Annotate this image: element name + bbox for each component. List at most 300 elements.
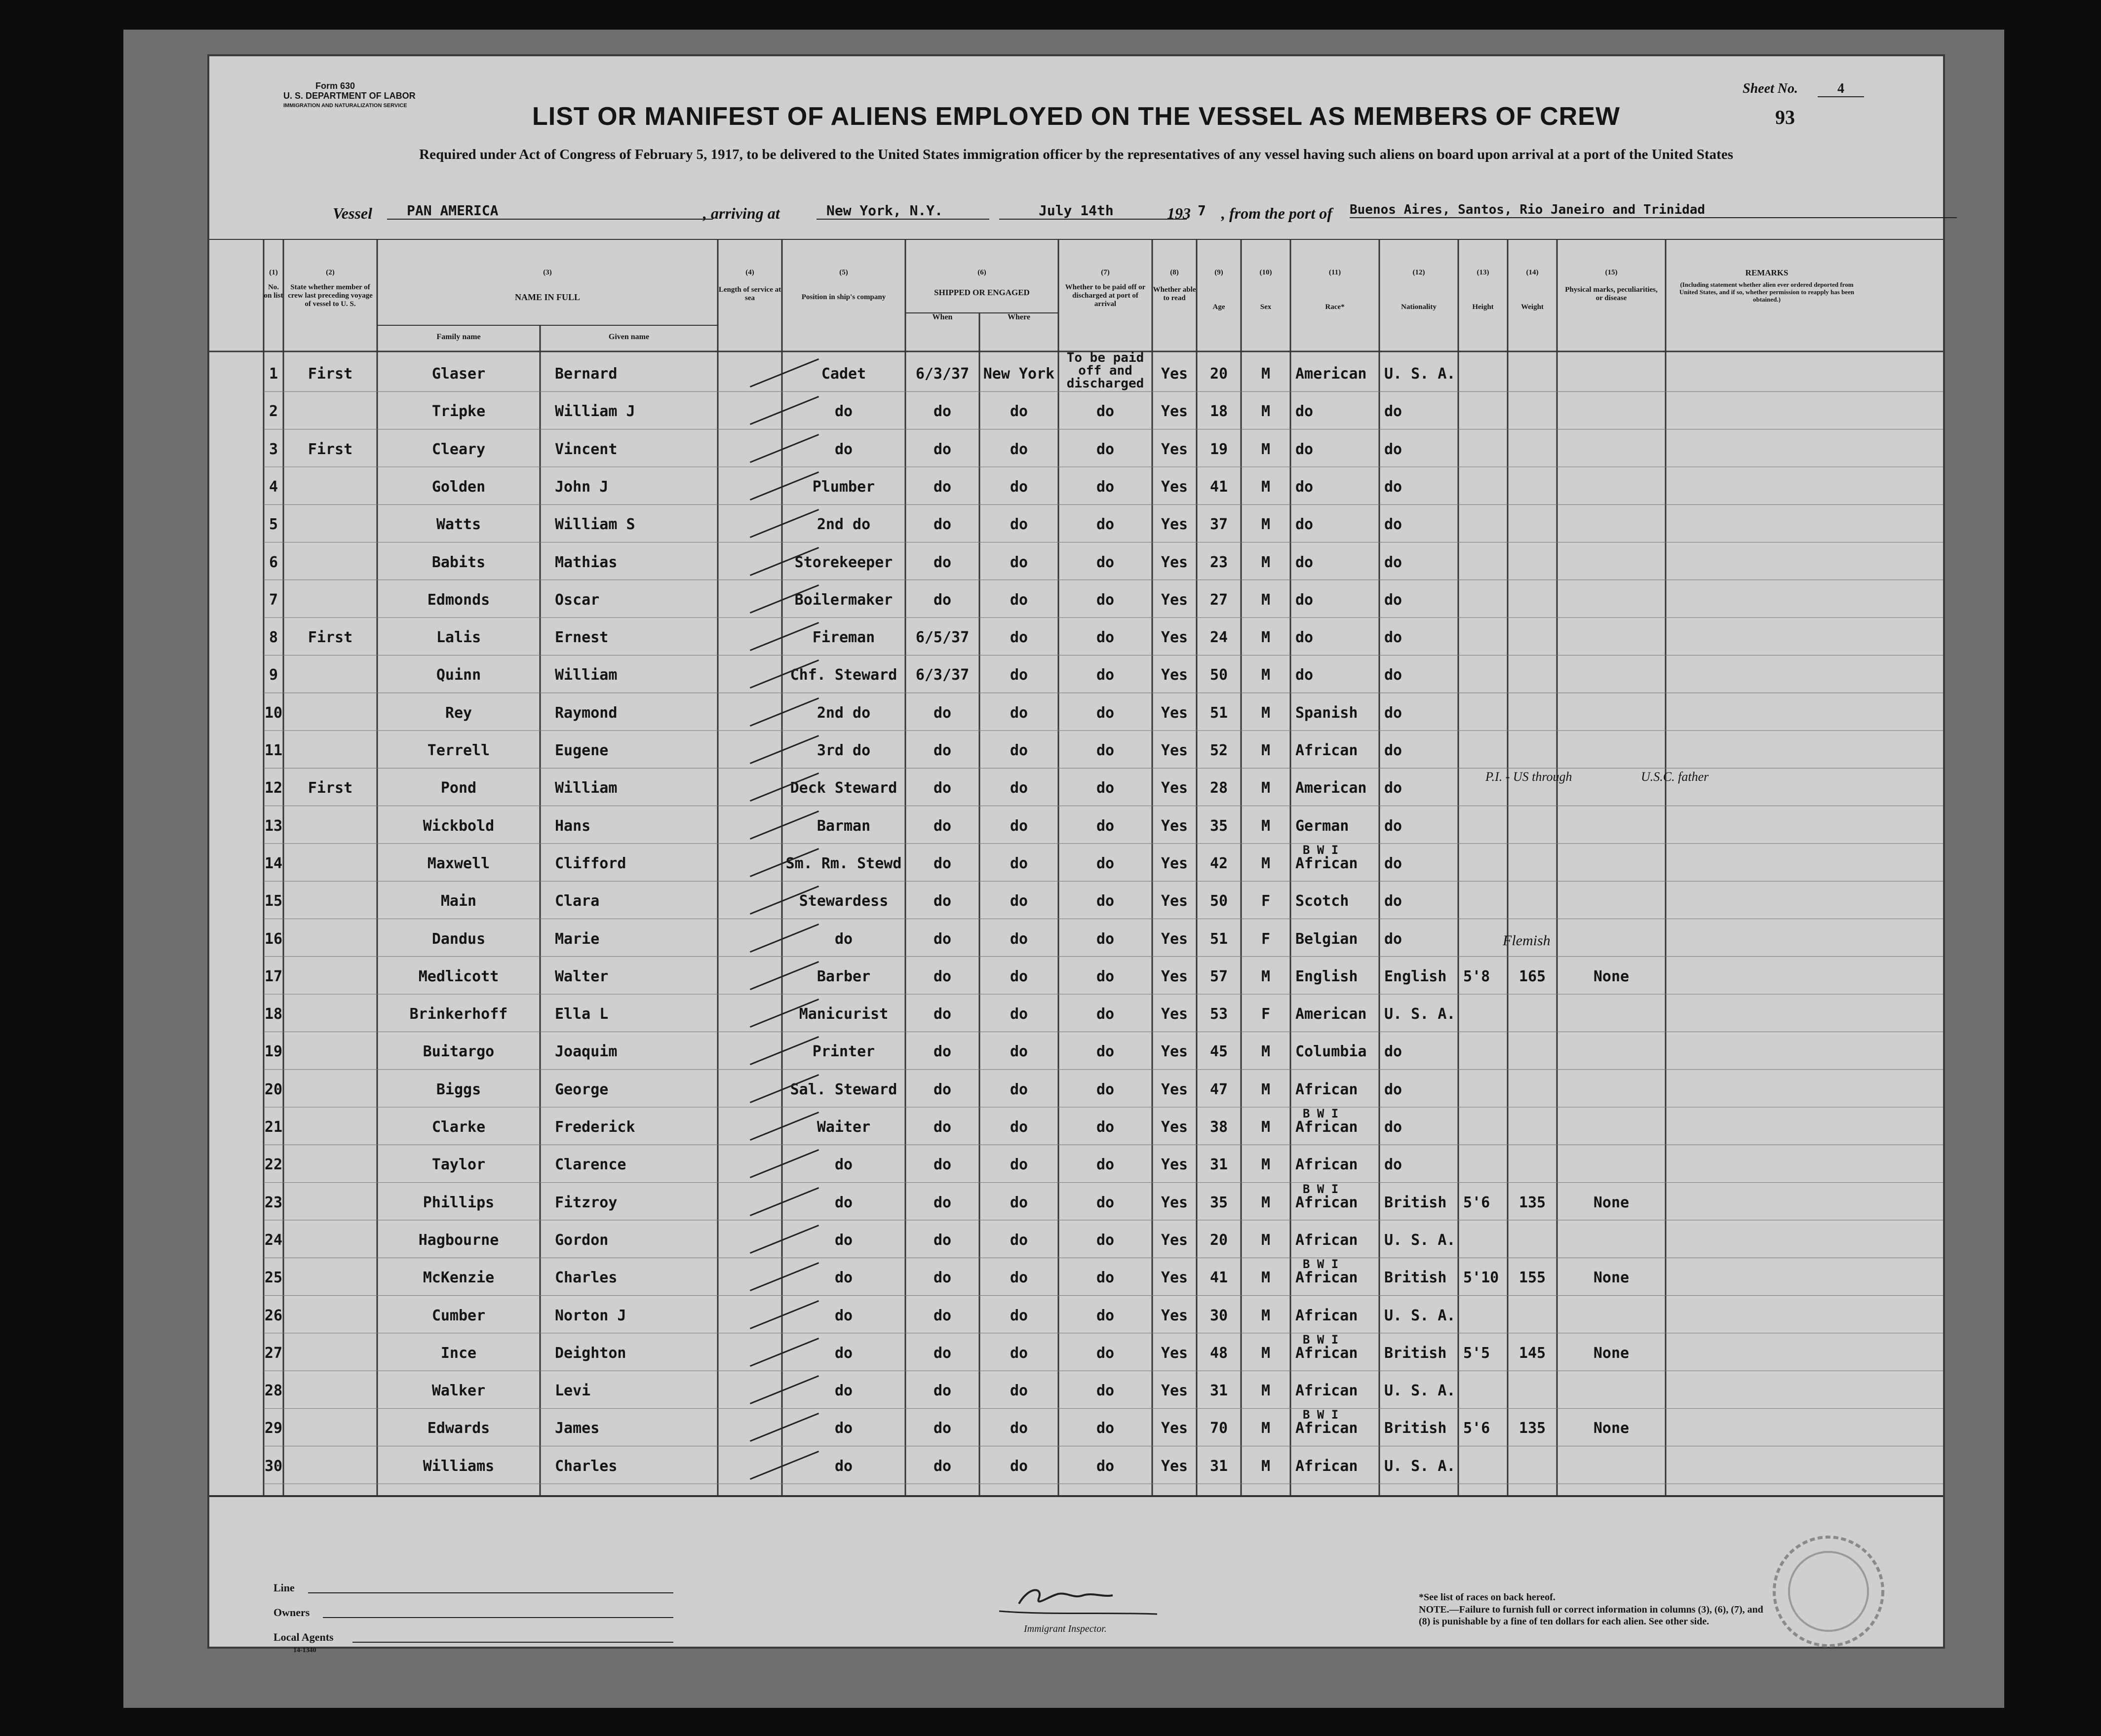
cell-age: 57 (1209, 967, 1228, 985)
cell-race: African (1295, 1156, 1358, 1174)
cell-read: Yes (1161, 478, 1188, 496)
cell-no: 10 (264, 704, 283, 722)
cell-read: Yes (1161, 1005, 1188, 1023)
cell-no: 27 (264, 1344, 283, 1362)
col12-number: (12) (1412, 269, 1425, 276)
col16-subheader: (Including statement whether alien ever ordered deported from United States, and if so, whether permission to reapply has been obtained.) (1679, 281, 1855, 303)
cell-pos: Plumber (812, 478, 875, 496)
cell-nat: do (1384, 440, 1402, 458)
cell-given: Bernard (555, 365, 618, 383)
col15-header: Physical marks, peculiarities, or disease (1565, 286, 1658, 302)
col16-header: REMARKS (1745, 268, 1789, 277)
cell-race: Columbia (1295, 1043, 1367, 1061)
cell-no: 14 (264, 854, 283, 872)
cell-race: do (1295, 553, 1314, 571)
cell-read: Yes (1161, 892, 1188, 910)
cell-given: Frederick (555, 1119, 635, 1136)
cell-where: do (1010, 779, 1028, 797)
cell-family: Babits (431, 553, 486, 571)
cell-given: Walter (555, 967, 609, 985)
cell-race: African (1295, 1231, 1358, 1249)
cell-where: do (1010, 1307, 1028, 1324)
cell-nat: do (1384, 854, 1402, 872)
page-title: LIST OR MANIFEST OF ALIENS EMPLOYED ON THE VESSEL AS MEMBERS OF CREW (532, 102, 1620, 131)
cell-read: Yes (1161, 1043, 1188, 1061)
col6-header: SHIPPED OR ENGAGED (934, 288, 1030, 297)
cell-paid: do (1096, 1119, 1115, 1136)
cell-sex: M (1261, 478, 1271, 496)
cell-sex: M (1261, 666, 1271, 684)
col10-header: Sex (1260, 303, 1272, 311)
cell-race: do (1295, 440, 1314, 458)
col11-number: (11) (1328, 269, 1341, 276)
cell-sex: M (1261, 1344, 1271, 1362)
cell-pos: do (834, 1420, 853, 1437)
cell-race: do (1295, 403, 1314, 421)
cell-given: Ella L (555, 1005, 609, 1023)
cell-nat: do (1384, 1119, 1402, 1136)
cell-where: do (1010, 478, 1028, 496)
cell-given: Ernest (555, 629, 609, 647)
cell-no: 3 (269, 440, 278, 458)
cell-given: George (555, 1080, 609, 1098)
cell-age: 31 (1209, 1382, 1228, 1400)
cell-pos: 3rd do (817, 742, 871, 759)
cell-when: do (933, 742, 952, 759)
cell-family: Dandus (431, 930, 486, 948)
cell-sex: F (1261, 930, 1271, 948)
cell-when: 6/3/37 (915, 365, 970, 383)
cell-race: Scotch (1295, 892, 1349, 910)
cell-no: 12 (264, 779, 283, 797)
cell-where: do (1010, 1420, 1028, 1437)
cell-read: Yes (1161, 440, 1188, 458)
cell-when: do (933, 930, 952, 948)
cell-pos: Deck Steward (790, 779, 897, 797)
cell-family: Williams (423, 1457, 495, 1475)
cell-read: Yes (1161, 779, 1188, 797)
cell-sex: M (1261, 854, 1271, 872)
cell-age: 41 (1209, 1269, 1228, 1287)
cell-age: 31 (1209, 1156, 1228, 1174)
col3-header: NAME IN FULL (514, 292, 580, 302)
cell-no: 13 (264, 817, 283, 835)
cell-paid: do (1096, 967, 1115, 985)
cell-paid: do (1096, 1043, 1115, 1061)
cell-age: 41 (1209, 478, 1228, 496)
cell-nat: do (1384, 403, 1402, 421)
cell-age: 35 (1209, 817, 1228, 835)
cell-race: African (1295, 1080, 1358, 1098)
cell-paid: do (1096, 1269, 1115, 1287)
cell-nat: U. S. A. (1384, 1457, 1456, 1475)
cell-age: 52 (1209, 742, 1228, 759)
cell-pos: 2nd do (817, 516, 871, 534)
cell-read: Yes (1161, 1307, 1188, 1324)
arriving-port: New York, N.Y. (817, 202, 989, 220)
cell-race: American (1295, 1005, 1367, 1023)
cell-race: do (1295, 629, 1314, 647)
cell-family: Phillips (423, 1194, 495, 1211)
cell-nat: U. S. A. (1384, 1307, 1456, 1324)
cell-where: do (1010, 704, 1028, 722)
cell-family: Quinn (436, 666, 481, 684)
cell-paid: do (1096, 1080, 1115, 1098)
cell-paid: do (1096, 704, 1115, 722)
cell-when: do (933, 591, 952, 609)
cell-nat: British (1384, 1269, 1447, 1287)
cell-weight: 165 (1518, 967, 1546, 985)
cell-sex: M (1261, 1231, 1271, 1249)
cell-read: Yes (1161, 704, 1188, 722)
cell-given: William (555, 779, 618, 797)
cell-read: Yes (1161, 629, 1188, 647)
cell-when: do (933, 1269, 952, 1287)
cell-paid: do (1096, 478, 1115, 496)
races-note: *See list of races on back hereof. (1419, 1592, 1556, 1603)
cell-prev: First (308, 440, 353, 458)
cell-prev: First (308, 629, 353, 647)
cell-family: Maxwell (427, 854, 490, 872)
cell-family: Lalis (436, 629, 481, 647)
col12-header: Nationality (1401, 303, 1437, 311)
year-prefix: 193 (1167, 204, 1191, 222)
cell-age: 18 (1209, 403, 1228, 421)
cell-race: African (1295, 1344, 1358, 1362)
cell-when: do (933, 440, 952, 458)
cell-where: do (1010, 892, 1028, 910)
cell-race: African (1295, 1382, 1358, 1400)
department-name: U. S. DEPARTMENT OF LABOR (283, 91, 416, 101)
cell-age: 48 (1209, 1344, 1228, 1362)
cell-where: do (1010, 1457, 1028, 1475)
cell-nat: do (1384, 779, 1402, 797)
cell-pos: do (834, 1344, 853, 1362)
cell-pos: do (834, 930, 853, 948)
vessel-label: Vessel (333, 204, 372, 222)
cell-given: Norton J (555, 1307, 626, 1324)
cell-pos: Storekeeper (794, 553, 893, 571)
cell-marks: None (1593, 1344, 1630, 1362)
cell-where: do (1010, 967, 1028, 985)
cell-age: 45 (1209, 1043, 1228, 1061)
col5-header: Position in ship's company (801, 293, 886, 301)
agents-underline (352, 1642, 673, 1643)
cell-family: Rey (445, 704, 472, 722)
cell-nat: do (1384, 1156, 1402, 1174)
cell-no: 23 (264, 1194, 283, 1211)
cell-race: African (1295, 1457, 1358, 1475)
cell-pos: Manicurist (799, 1005, 889, 1023)
cell-marks: None (1593, 967, 1630, 985)
cell-no: 18 (264, 1005, 283, 1023)
cell-given: Vincent (555, 440, 618, 458)
cell-family: Biggs (436, 1080, 481, 1098)
cell-given: James (555, 1420, 600, 1437)
col2-header: State whether member of crew last preceding voyage of vessel to U. S. (288, 283, 373, 308)
cell-nat: do (1384, 742, 1402, 759)
cell-age: 51 (1209, 930, 1228, 948)
cell-paid: do (1096, 629, 1115, 647)
cell-race: American (1295, 365, 1367, 383)
cell-age: 27 (1209, 591, 1228, 609)
cell-where: do (1010, 854, 1028, 872)
cell-sex: M (1261, 779, 1271, 797)
cell-race: Belgian (1295, 930, 1358, 948)
cell-where: do (1010, 1119, 1028, 1136)
cell-given: Marie (555, 930, 600, 948)
cell-age: 20 (1209, 365, 1228, 383)
cell-nat: British (1384, 1420, 1447, 1437)
cell-where: do (1010, 1382, 1028, 1400)
cell-sex: M (1261, 742, 1271, 759)
cell-sex: M (1261, 1043, 1271, 1061)
col7-number: (7) (1101, 269, 1110, 276)
cell-race: African (1295, 854, 1358, 872)
cell-family: Cleary (431, 440, 486, 458)
cell-when: do (933, 403, 952, 421)
cell-race: do (1295, 478, 1314, 496)
line-label: Line (273, 1582, 295, 1594)
cell-paid: do (1096, 779, 1115, 797)
cell-given: Clarence (555, 1156, 626, 1174)
service-name: IMMIGRATION AND NATURALIZATION SERVICE (283, 103, 407, 109)
cell-age: 37 (1209, 516, 1228, 534)
cell-when: do (933, 516, 952, 534)
cell-pos: 2nd do (817, 704, 871, 722)
cell-sex: M (1261, 1080, 1271, 1098)
cell-no: 22 (264, 1156, 283, 1174)
cell-paid: do (1096, 817, 1115, 835)
cell-paid: do (1096, 1231, 1115, 1249)
cell-where: do (1010, 1080, 1028, 1098)
cell-where: do (1010, 1231, 1028, 1249)
page-subtitle: Required under Act of Congress of February 5, 1917, to be delivered to the United States immigration officer by the representatives of any vessel having such aliens on board upon arrival at a port of the United States (419, 147, 1733, 162)
cell-pos: Barber (817, 967, 871, 985)
cell-sex: M (1261, 1269, 1271, 1287)
cell-when: do (933, 1344, 952, 1362)
col7-header: Whether to be paid off or discharged at port of arrival (1065, 283, 1146, 308)
cell-family: Edwards (427, 1420, 490, 1437)
cell-pos: do (834, 440, 853, 458)
cell-height: 5'8 (1463, 967, 1490, 985)
cell-pos: do (834, 1382, 853, 1400)
cell-paid: do (1096, 892, 1115, 910)
cell-age: 19 (1209, 440, 1228, 458)
cell-sex: M (1261, 516, 1271, 534)
cell-when: do (933, 967, 952, 985)
cell-race: Spanish (1295, 704, 1358, 722)
cell-given: Clifford (555, 854, 626, 872)
cell-pos: Barman (817, 817, 871, 835)
from-label: , from the port of (1221, 204, 1332, 222)
cell-no: 28 (264, 1382, 283, 1400)
sheet-label: Sheet No. (1743, 81, 1798, 96)
cell-sex: M (1261, 1307, 1271, 1324)
cell-race: African (1295, 1119, 1358, 1136)
cell-nat: English (1384, 967, 1447, 985)
cell-sex: F (1261, 892, 1271, 910)
cell-given: Joaquim (555, 1043, 618, 1061)
cell-sex: M (1261, 1194, 1271, 1211)
cell-where: do (1010, 742, 1028, 759)
annotation-row12-race: P.I. - US through (1485, 770, 1572, 784)
cell-race-prefix: B W I (1303, 843, 1339, 857)
cell-weight: 155 (1518, 1269, 1546, 1287)
cell-given: William J (555, 403, 635, 421)
cell-no: 5 (269, 516, 278, 534)
cell-given: Eugene (555, 742, 609, 759)
cell-race-prefix: B W I (1303, 1257, 1339, 1272)
col13-header: Height (1472, 303, 1494, 311)
cell-no: 25 (264, 1269, 283, 1287)
cell-when: do (933, 1457, 952, 1475)
cell-when: do (933, 817, 952, 835)
cell-paid: do (1096, 553, 1115, 571)
cell-read: Yes (1161, 817, 1188, 835)
cell-nat: do (1384, 478, 1402, 496)
col13-number: (13) (1477, 269, 1489, 276)
cell-prev: First (308, 779, 353, 797)
official-seal (1764, 1527, 1893, 1656)
cell-paid: do (1096, 403, 1115, 421)
cell-when: do (933, 1382, 952, 1400)
cell-pos: Printer (812, 1043, 875, 1061)
cell-pos: Sal. Steward (790, 1080, 897, 1098)
cell-prev: First (308, 365, 353, 383)
cell-read: Yes (1161, 516, 1188, 534)
cell-where: do (1010, 403, 1028, 421)
cell-when: do (933, 1119, 952, 1136)
cell-when: do (933, 478, 952, 496)
cell-sex: M (1261, 1156, 1271, 1174)
cell-read: Yes (1161, 854, 1188, 872)
cell-sex: M (1261, 1420, 1271, 1437)
cell-paid: do (1096, 1382, 1115, 1400)
cell-nat: do (1384, 629, 1402, 647)
col14-header: Weight (1521, 303, 1544, 311)
cell-pos: Sm. Rm. Stewd (785, 854, 902, 872)
col6-when-header: When (932, 313, 953, 321)
cell-read: Yes (1161, 1080, 1188, 1098)
cell-read: Yes (1161, 666, 1188, 684)
cell-paid: do (1096, 1005, 1115, 1023)
cell-paid: do (1096, 1457, 1115, 1475)
col4-number: (4) (745, 269, 754, 276)
cell-nat: do (1384, 516, 1402, 534)
cell-pos: do (834, 1307, 853, 1324)
cell-read: Yes (1161, 1269, 1188, 1287)
cell-family: Clarke (431, 1119, 486, 1136)
inspector-signature (989, 1577, 1167, 1621)
cell-race: do (1295, 666, 1314, 684)
cell-family: Cumber (431, 1307, 486, 1324)
cell-given: William S (555, 516, 635, 534)
cell-family: Wickbold (423, 817, 495, 835)
cell-pos: Boilermaker (794, 591, 893, 609)
cell-age: 42 (1209, 854, 1228, 872)
cell-nat: do (1384, 930, 1402, 948)
cell-pos: Cadet (821, 365, 866, 383)
cell-read: Yes (1161, 403, 1188, 421)
form-number: Form 630 (315, 81, 355, 91)
cell-nat: do (1384, 817, 1402, 835)
cell-sex: M (1261, 1457, 1271, 1475)
cell-when: do (933, 1307, 952, 1324)
cell-paid: do (1096, 1194, 1115, 1211)
cell-pos: do (834, 1231, 853, 1249)
cell-read: Yes (1161, 1156, 1188, 1174)
cell-no: 26 (264, 1307, 283, 1324)
cell-pos: Chf. Steward (790, 666, 897, 684)
cell-where: do (1010, 930, 1028, 948)
cell-read: Yes (1161, 967, 1188, 985)
cell-given: Deighton (555, 1344, 626, 1362)
cell-when: do (933, 892, 952, 910)
cell-read: Yes (1161, 1119, 1188, 1136)
cell-age: 30 (1209, 1307, 1228, 1324)
cell-race: German (1295, 817, 1349, 835)
cell-when: do (933, 1080, 952, 1098)
cell-sex: M (1261, 1382, 1271, 1400)
cell-when: do (933, 1194, 952, 1211)
cell-nat: do (1384, 704, 1402, 722)
annotation-row16-race: Flemish (1503, 932, 1551, 949)
col9-header: Age (1212, 303, 1225, 311)
cell-where: do (1010, 440, 1028, 458)
sheet-number (1743, 81, 1864, 97)
vessel-name: PAN AMERICA (387, 202, 713, 220)
cell-age: 53 (1209, 1005, 1228, 1023)
page-number: 93 (1775, 106, 1795, 128)
cell-nat: British (1384, 1194, 1447, 1211)
col1-number: (1) (269, 269, 278, 276)
col9-number: (9) (1214, 269, 1223, 276)
col3-given-header: Given name (608, 333, 650, 341)
cell-marks: None (1593, 1269, 1630, 1287)
cell-no: 19 (264, 1043, 283, 1061)
cell-when: do (933, 854, 952, 872)
cell-given: Fitzroy (555, 1194, 618, 1211)
cell-race: do (1295, 516, 1314, 534)
col6-number: (6) (977, 269, 986, 276)
cell-sex: F (1261, 1005, 1271, 1023)
cell-family: Walker (431, 1382, 486, 1400)
cell-sex: M (1261, 704, 1271, 722)
cell-marks: None (1593, 1194, 1630, 1211)
col5-number: (5) (839, 269, 848, 276)
cell-where: do (1010, 1043, 1028, 1061)
cell-family: Golden (431, 478, 486, 496)
cell-family: Glaser (431, 365, 486, 383)
cell-no: 24 (264, 1231, 283, 1249)
col3-number: (3) (543, 269, 552, 276)
cell-where: do (1010, 1194, 1028, 1211)
cell-family: Edmonds (427, 591, 490, 609)
cell-nat: U. S. A. (1384, 1382, 1456, 1400)
cell-paid: do (1096, 591, 1115, 609)
cell-where: do (1010, 1156, 1028, 1174)
cell-family: Brinkerhoff (409, 1005, 508, 1023)
cell-marks: None (1593, 1420, 1630, 1437)
cell-weight: 135 (1518, 1420, 1546, 1437)
cell-sex: M (1261, 629, 1271, 647)
cell-given: Charles (555, 1269, 618, 1287)
cell-given: Mathias (555, 553, 618, 571)
cell-race-prefix: B W I (1303, 1107, 1339, 1120)
crew-table (209, 239, 1943, 1562)
col11-header: Race* (1325, 303, 1345, 311)
